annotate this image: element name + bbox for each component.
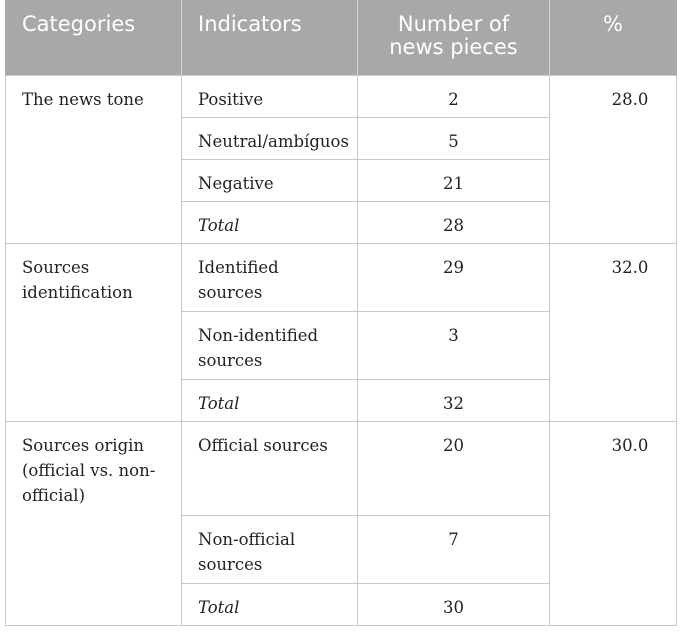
count-cell: 3 — [358, 311, 550, 379]
indicator-cell-total: Total — [182, 201, 358, 243]
category-cell: The news tone — [6, 75, 182, 243]
indicator-cell: Non-identified sources — [182, 311, 358, 379]
indicator-cell: Official sources — [182, 421, 358, 515]
header-indicators: Indicators — [182, 0, 358, 75]
count-cell: 20 — [358, 421, 550, 515]
category-cell: Sources origin (official vs. non-official) — [6, 421, 182, 625]
indicator-cell-total: Total — [182, 583, 358, 625]
indicator-cell: Non-official sources — [182, 515, 358, 583]
header-row — [6, 0, 677, 75]
indicator-cell-total: Total — [182, 379, 358, 421]
data-table — [5, 0, 677, 626]
header-categories: Categories — [6, 0, 182, 75]
indicator-cell: Positive — [182, 75, 358, 117]
indicator-cell: Neutral/ambíguos — [182, 117, 358, 159]
table-header — [6, 0, 677, 75]
percent-cell: 30.0 — [550, 421, 677, 625]
indicator-cell: Identified sources — [182, 243, 358, 311]
table-body — [6, 75, 677, 625]
count-cell: 21 — [358, 159, 550, 201]
count-cell: 7 — [358, 515, 550, 583]
count-cell-total: 32 — [358, 379, 550, 421]
percent-cell: 28.0 — [550, 75, 677, 243]
table-row — [6, 243, 677, 311]
category-cell: Sources identification — [6, 243, 182, 421]
percent-cell: 32.0 — [550, 243, 677, 421]
count-cell: 2 — [358, 75, 550, 117]
count-cell: 29 — [358, 243, 550, 311]
table-row — [6, 421, 677, 515]
count-cell-total: 28 — [358, 201, 550, 243]
count-cell: 5 — [358, 117, 550, 159]
count-cell-total: 30 — [358, 583, 550, 625]
header-percent: % — [550, 0, 677, 75]
table-row — [6, 75, 677, 117]
indicator-cell: Negative — [182, 159, 358, 201]
header-news-pieces: Number of news pieces — [358, 0, 550, 75]
